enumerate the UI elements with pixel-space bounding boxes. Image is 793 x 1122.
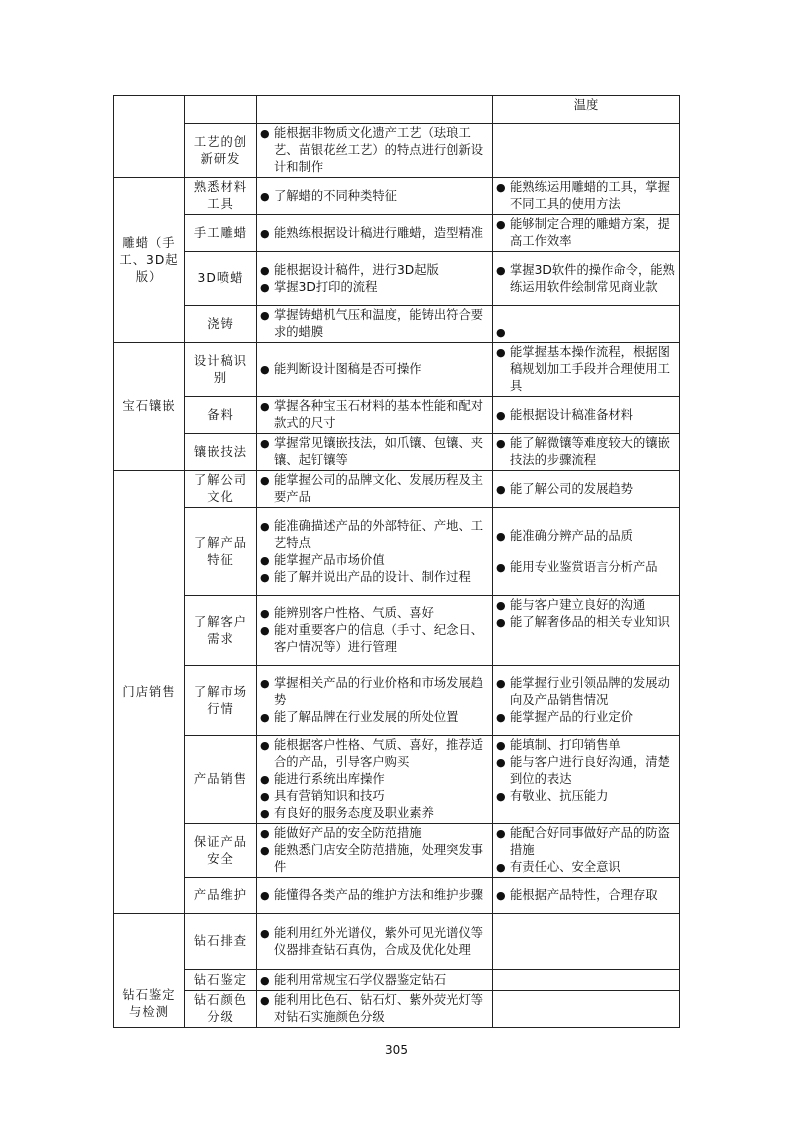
skill-cell (257, 878, 493, 914)
subcategory-cell: 产品维护 (185, 878, 257, 914)
table-row (114, 124, 680, 178)
list-item: ● 能对重要客户的信息（手寸、纪念日、客户情况等）进行管理 (260, 622, 489, 656)
table-row (114, 397, 680, 434)
list-item: ● 能了解奢侈品的相关专业知识 (496, 614, 676, 631)
list-item: ● 能够制定合理的雕蜡方案，提高工作效率 (496, 216, 676, 250)
table-row (114, 914, 680, 970)
list-item: ● 掌握相关产品的行业价格和市场发展趋势 (260, 675, 489, 709)
skill-cell (257, 306, 493, 343)
advanced-skill-cell (493, 970, 680, 991)
subcategory-cell: 镶嵌技法 (185, 434, 257, 471)
list-item: ● 掌握铸蜡机气压和温度，能铸出符合要求的蜡膜 (260, 307, 489, 341)
category-cell: 雕蜡（手工、3D起版） (114, 178, 185, 343)
subcategory-cell: 钻石排查 (185, 914, 257, 970)
list-item: ● 能准确分辨产品的品质 (496, 528, 676, 545)
subcategory-cell: 了解产品特征 (185, 508, 257, 596)
table-row (114, 824, 680, 878)
skill-cell (257, 824, 493, 878)
list-item: ● 能进行系统出库操作 (260, 771, 489, 788)
subcategory-cell: 了解公司文化 (185, 471, 257, 508)
list-item: ● 有责任心、安全意识 (496, 859, 676, 876)
list-item: ● 能根据产品特性，合理存取 (496, 887, 676, 904)
list-item: ● 掌握3D打印的流程 (260, 279, 489, 296)
category-cell (114, 96, 185, 178)
list-item: ● 能利用红外光谱仪，紫外可见光谱仪等仪器排查钻石真伪，合成及优化处理 (260, 925, 489, 959)
list-item: ● 掌握常见镶嵌技法，如爪镶、包镶、夹镶、起钉镶等 (260, 435, 489, 469)
advanced-skill-cell (493, 178, 680, 215)
list-item: ● 掌握各种宝玉石材料的基本性能和配对款式的尺寸 (260, 398, 489, 432)
list-item: ● 能根据客户性格、气质、喜好，推荐适合的产品，引导客户购买 (260, 737, 489, 771)
list-item: ● 能掌握产品的行业定价 (496, 709, 676, 726)
subcategory-cell: 备料 (185, 397, 257, 434)
list-item: ● 能利用常规宝石学仪器鉴定钻石 (260, 972, 489, 989)
table-row (114, 178, 680, 215)
advanced-skill-cell (493, 397, 680, 434)
advanced-skill-cell (493, 252, 680, 306)
skill-cell (257, 178, 493, 215)
list-item: ● 能了解微镶等难度较大的镶嵌技法的步骤流程 (496, 435, 676, 469)
subcategory-cell: 了解客户需求 (185, 596, 257, 666)
advanced-skill-cell: 温度 (493, 96, 680, 124)
skill-cell (257, 596, 493, 666)
skill-cell (257, 666, 493, 736)
list-item: ● 能做好产品的安全防范措施 (260, 825, 489, 842)
skill-cell (257, 970, 493, 991)
advanced-skill-cell (493, 914, 680, 970)
advanced-skill-cell (493, 596, 680, 666)
subcategory-cell: 熟悉材料工具 (185, 178, 257, 215)
advanced-skill-cell (493, 343, 680, 397)
list-item: ● 了解蜡的不同种类特征 (260, 188, 489, 205)
list-item: ● 能用专业鉴赏语言分析产品 (496, 559, 676, 576)
table-row (114, 878, 680, 914)
table-row (114, 306, 680, 343)
skill-cell (257, 252, 493, 306)
skill-cell (257, 471, 493, 508)
subcategory-cell: 手工雕蜡 (185, 215, 257, 252)
skill-cell (257, 96, 493, 124)
table-row (114, 471, 680, 508)
advanced-skill-cell (493, 124, 680, 178)
list-item: ● 能掌握公司的品牌文化、发展历程及主要产品 (260, 472, 489, 506)
table-row (114, 215, 680, 252)
list-item: ● 能配合好同事做好产品的防盗措施 (496, 825, 676, 859)
list-item: ● 能熟悉门店安全防范措施，处理突发事件 (260, 842, 489, 876)
list-item: ● 能准确描述产品的外部特征、产地、工艺特点 (260, 518, 489, 552)
list-item: ● 能利用比色石、钻石灯、紫外荧光灯等对钻石实施颜色分级 (260, 992, 489, 1026)
skill-cell (257, 397, 493, 434)
subcategory-cell: 工艺的创新研发 (185, 124, 257, 178)
subcategory-cell: 钻石颜色分级 (185, 991, 257, 1028)
subcategory-cell: 浇铸 (185, 306, 257, 343)
skill-cell (257, 434, 493, 471)
list-item: ● 有良好的服务态度及职业素养 (260, 805, 489, 822)
table-row (114, 991, 680, 1028)
table-row (114, 343, 680, 397)
skill-cell (257, 124, 493, 178)
table-row (114, 736, 680, 824)
list-item: ● 能懂得各类产品的维护方法和维护步骤 (260, 887, 489, 904)
table-row (114, 596, 680, 666)
table-row (114, 252, 680, 306)
category-cell: 宝石镶嵌 (114, 343, 185, 471)
skill-cell (257, 343, 493, 397)
list-item: ● 能根据设计稿件，进行3D起版 (260, 262, 489, 279)
subcategory-cell: 产品销售 (185, 736, 257, 824)
subcategory-cell: 了解市场行情 (185, 666, 257, 736)
advanced-skill-cell (493, 434, 680, 471)
list-item: ● 能了解品牌在行业发展的所处位置 (260, 709, 489, 726)
skill-cell (257, 914, 493, 970)
table-row (114, 666, 680, 736)
list-item: ● 能掌握行业引领品牌的发展动向及产品销售情况 (496, 675, 676, 709)
list-item: ● 能熟练根据设计稿进行雕蜡，造型精准 (260, 225, 489, 242)
subcategory-cell (185, 96, 257, 124)
list-item: ● 能填制、打印销售单 (496, 737, 676, 754)
list-item: ● 能了解并说出产品的设计、制作过程 (260, 569, 489, 586)
advanced-skill-cell (493, 508, 680, 596)
advanced-skill-cell (493, 306, 680, 343)
subcategory-cell: 钻石鉴定 (185, 970, 257, 991)
table-row (114, 434, 680, 471)
advanced-skill-cell (493, 666, 680, 736)
list-item: ● 能辨别客户性格、气质、喜好 (260, 605, 489, 622)
advanced-skill-cell (493, 736, 680, 824)
list-item: ● 能判断设计图稿是否可操作 (260, 361, 489, 378)
skill-cell (257, 215, 493, 252)
table-row (114, 96, 680, 124)
list-item: ● 能掌握基本操作流程，根据图稿规划加工手段并合理使用工具 (496, 344, 676, 395)
table-row (114, 970, 680, 991)
list-item: ● 能与客户进行良好沟通，清楚到位的表达 (496, 754, 676, 788)
subcategory-cell: 设计稿识别 (185, 343, 257, 397)
table-row (114, 508, 680, 596)
list-item: ● 能熟练运用雕蜡的工具，掌握不同工具的使用方法 (496, 179, 676, 213)
list-item: ● 具有营销知识和技巧 (260, 788, 489, 805)
skill-cell (257, 991, 493, 1028)
list-item: ● 掌握3D软件的操作命令，能熟练运用软件绘制常见商业款 (496, 262, 676, 296)
list-item: ● 能根据设计稿准备材料 (496, 407, 676, 424)
category-cell: 钻石鉴定与检测 (114, 914, 185, 1028)
subcategory-cell: 保证产品安全 (185, 824, 257, 878)
list-item: ● 能根据非物质文化遗产工艺（珐琅工艺、苗银花丝工艺）的特点进行创新设计和制作 (260, 125, 489, 176)
category-cell: 门店销售 (114, 471, 185, 914)
advanced-skill-cell (493, 991, 680, 1028)
list-item: ● 能掌握产品市场价值 (260, 552, 489, 569)
skill-cell (257, 508, 493, 596)
advanced-skill-cell (493, 471, 680, 508)
page-number: 305 (385, 1043, 408, 1057)
skill-cell (257, 736, 493, 824)
competency-table (113, 95, 680, 1028)
list-item: ● 能与客户建立良好的沟通 (496, 597, 676, 614)
subcategory-cell: 3D喷蜡 (185, 252, 257, 306)
list-item: ● 能了解公司的发展趋势 (496, 481, 676, 498)
advanced-skill-cell (493, 215, 680, 252)
list-item: ● 有敬业、抗压能力 (496, 788, 676, 805)
advanced-skill-cell (493, 878, 680, 914)
advanced-skill-cell (493, 824, 680, 878)
